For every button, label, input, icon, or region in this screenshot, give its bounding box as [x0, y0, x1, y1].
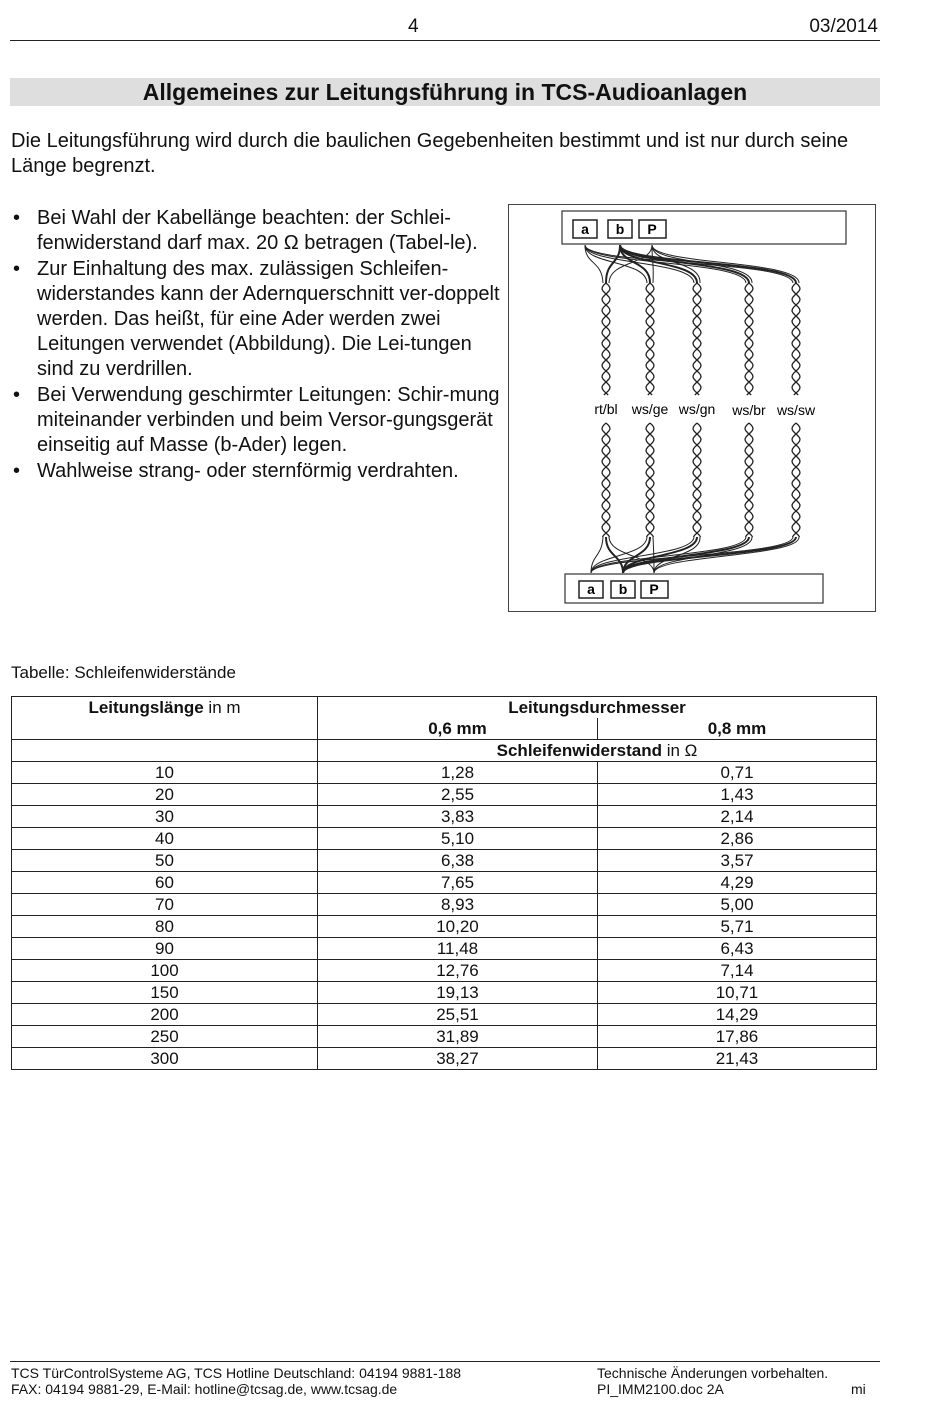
resistance-08-cell: 3,57: [598, 850, 877, 872]
top-terminal-label: P: [647, 221, 657, 237]
resistance-06-cell: 7,65: [318, 872, 598, 894]
length-cell: 70: [12, 894, 318, 916]
resistance-06-cell: 2,55: [318, 784, 598, 806]
length-cell: 80: [12, 916, 318, 938]
resistance-08-cell: 6,43: [598, 938, 877, 960]
intro-paragraph: Die Leitungsführung wird durch die baulichen Gegebenheiten bestimmt und ist nur durch seine Länge begrenzt.: [11, 130, 849, 177]
length-cell: 30: [12, 806, 318, 828]
footer-doc-id: PI_IMM2100.doc 2A: [597, 1381, 724, 1397]
resistance-08-cell: 4,29: [598, 872, 877, 894]
length-header-label: Leitungslänge: [88, 698, 204, 717]
top-terminal-label: b: [615, 221, 625, 237]
table-header-row: [12, 697, 877, 719]
resistance-unit: in Ω: [661, 741, 698, 760]
top-terminal-label: a: [581, 221, 589, 237]
length-cell: 200: [12, 1004, 318, 1026]
length-cell: 50: [12, 850, 318, 872]
resistance-06-cell: 5,10: [318, 828, 598, 850]
top-terminal-block: [562, 211, 846, 244]
document-date: 03/2014: [809, 16, 878, 37]
length-header: [12, 697, 318, 740]
wire: [620, 245, 749, 283]
diameter-header: Leitungsdurchmesser: [318, 697, 877, 719]
wire-label: ws/br: [732, 402, 766, 418]
resistance-08-cell: 2,86: [598, 828, 877, 850]
page-title: Allgemeines zur Leitungsführung in TCS-Audioanlagen: [10, 78, 880, 106]
table-row: [12, 960, 877, 982]
resistance-06-cell: 19,13: [318, 982, 598, 1004]
resistance-06-cell: 11,48: [318, 938, 598, 960]
resistance-06-cell: 31,89: [318, 1026, 598, 1048]
resistance-08-cell: 5,00: [598, 894, 877, 916]
table-row: [12, 894, 877, 916]
length-cell: 90: [12, 938, 318, 960]
bullet-item: • Wahlweise strang- oder sternförmig verdrahten.: [11, 459, 506, 484]
wire-label: ws/sw: [776, 402, 816, 418]
table-row: [12, 762, 877, 784]
footer-disclaimer: Technische Änderungen vorbehalten.: [597, 1365, 829, 1381]
bullet-item: • Bei Wahl der Kabellänge beachten: der Schlei-fenwiderstand darf max. 20 Ω betragen (Tabel-le).: [11, 206, 506, 256]
resistance-08-cell: 0,71: [598, 762, 877, 784]
diameter-06-header: 0,6 mm: [318, 718, 598, 740]
footer-rule: [10, 1361, 880, 1362]
page-number: 4: [408, 16, 419, 37]
table-caption: Tabelle: Schleifenwiderstände: [11, 663, 236, 682]
length-cell: 60: [12, 872, 318, 894]
footer-company-hotline: TCS TürControlSysteme AG, TCS Hotline Deutschland: 04194 9881-188: [11, 1365, 462, 1381]
footer-contact: FAX: 04194 9881-29, E-Mail: hotline@tcsag.de, www.tcsag.de: [11, 1381, 398, 1397]
resistance-06-cell: 25,51: [318, 1004, 598, 1026]
table-row: [12, 1004, 877, 1026]
bottom-terminal-label: a: [587, 581, 595, 597]
resistance-06-cell: 1,28: [318, 762, 598, 784]
footer-initials: mi: [851, 1381, 866, 1397]
bullet-list: [11, 206, 506, 485]
resistance-08-cell: 2,14: [598, 806, 877, 828]
length-cell: 300: [12, 1048, 318, 1070]
resistance-08-cell: 21,43: [598, 1048, 877, 1070]
resistance-unit-header: [318, 740, 877, 762]
resistance-06-cell: 6,38: [318, 850, 598, 872]
table-row: [12, 850, 877, 872]
length-header-unit: in m: [203, 698, 241, 717]
wire-label: ws/ge: [631, 401, 669, 417]
resistance-06-cell: 10,20: [318, 916, 598, 938]
length-cell: 40: [12, 828, 318, 850]
length-cell: 100: [12, 960, 318, 982]
table-unit-row: [12, 740, 877, 762]
table-row: [12, 784, 877, 806]
resistance-08-cell: 7,14: [598, 960, 877, 982]
length-cell: 250: [12, 1026, 318, 1048]
length-cell: 10: [12, 762, 318, 784]
wire: [585, 245, 603, 283]
table-row: [12, 938, 877, 960]
wire: [653, 537, 654, 573]
wire-label: rt/bl: [594, 401, 618, 417]
resistance-06-cell: 12,76: [318, 960, 598, 982]
bullet-item: • Bei Verwendung geschirmter Leitungen: Schir-mung miteinander verbinden und beim Versor-gungsgerät einseitig auf Masse (b-Ader) legen.: [11, 383, 506, 458]
header-rule: [10, 40, 880, 41]
table-row: [12, 872, 877, 894]
length-cell: 20: [12, 784, 318, 806]
diameter-08-header: 0,8 mm: [598, 718, 877, 740]
bottom-terminal-label: b: [618, 581, 628, 597]
resistance-08-cell: 10,71: [598, 982, 877, 1004]
resistance-08-cell: 17,86: [598, 1026, 877, 1048]
resistance-08-cell: 1,43: [598, 784, 877, 806]
resistance-06-cell: 3,83: [318, 806, 598, 828]
bullet-item: • Zur Einhaltung des max. zulässigen Schleifen-widerstandes kann der Adernquerschnitt ver-doppelt werden. Das heißt, für eine Ader werden zwei Leitungen verwendet (Abbildung). Die Lei-tungen sind zu verdrillen.: [11, 257, 506, 382]
table-row: [12, 806, 877, 828]
table-row: [12, 982, 877, 1004]
length-cell: 150: [12, 982, 318, 1004]
bottom-terminal-label: P: [649, 581, 659, 597]
table-row: [12, 1026, 877, 1048]
resistance-08-cell: 5,71: [598, 916, 877, 938]
resistance-06-cell: 8,93: [318, 894, 598, 916]
table-row: [12, 1048, 877, 1070]
wiring-figure: [508, 204, 876, 612]
resistance-08-cell: 14,29: [598, 1004, 877, 1026]
resistance-06-cell: 38,27: [318, 1048, 598, 1070]
wiring-diagram: [509, 205, 875, 611]
wire-label: ws/gn: [678, 401, 716, 417]
table-row: [12, 916, 877, 938]
empty-cell: [12, 740, 318, 762]
table-row: [12, 828, 877, 850]
resistance-table: [11, 696, 877, 1070]
resistance-unit-label: Schleifenwiderstand: [496, 741, 662, 760]
